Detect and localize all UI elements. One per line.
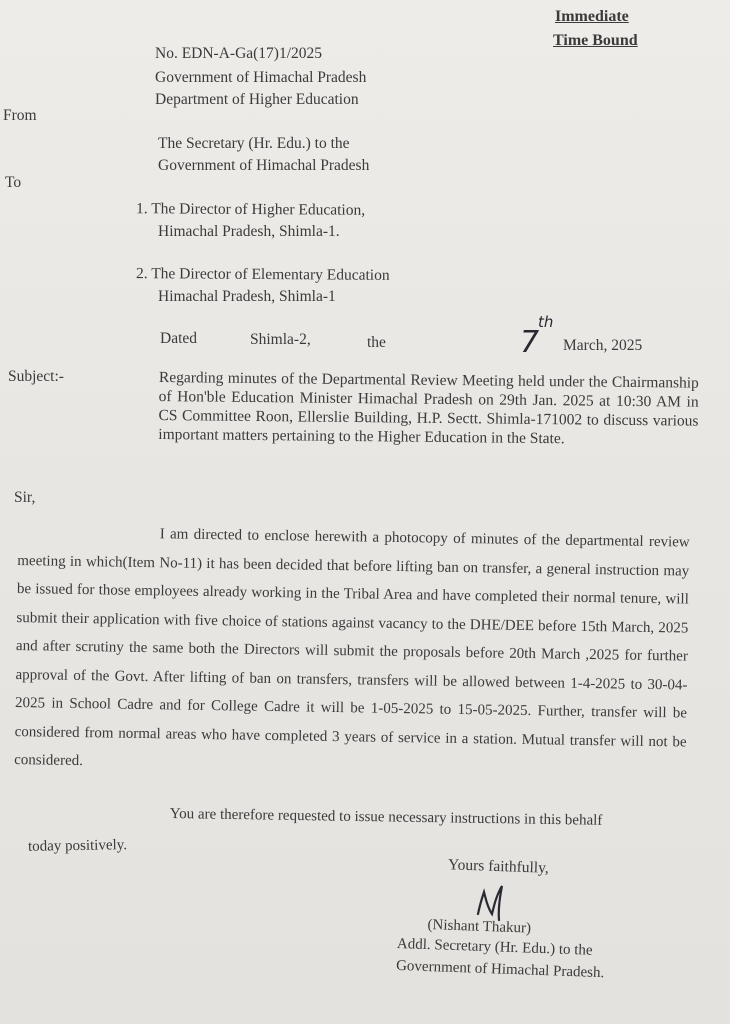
request-line: You are therefore requested to issue necessary instructions in this behalf (169, 806, 603, 829)
yours-faithfully: Yours faithfully, (447, 856, 550, 877)
addressee-1-line-2: Himachal Pradesh, Shimla-1. (158, 223, 340, 240)
from-line-1: The Secretary (Hr. Edu.) to the (158, 135, 350, 152)
addressee-2-line-2: Himachal Pradesh, Shimla-1 (158, 288, 336, 305)
immediate-label: Immediate (555, 8, 629, 25)
addressee-2-line-1: 2. The Director of Elementary Education (135, 265, 390, 284)
from-line-2: Government of Himachal Pradesh (158, 157, 370, 174)
date-suffix: th (538, 313, 554, 331)
department-name: Department of Higher Education (155, 91, 359, 108)
government-name: Government of Himachal Pradesh (155, 69, 367, 86)
body-paragraph (14, 518, 690, 785)
time-bound-label: Time Bound (553, 32, 638, 49)
signatory-designation-1: Addl. Secretary (Hr. Edu.) to the (396, 935, 593, 959)
from-label: From (3, 107, 37, 124)
dated-label: Dated (160, 330, 198, 347)
signatory-designation-2: Government of Himachal Pradesh. (395, 957, 605, 982)
letter-number: No. EDN-A-Ga(17)1/2025 (155, 45, 323, 62)
subject-text: Regarding minutes of the Departmental Review Meeting held under the Chairmanship of Hon'ble Education Minister Himachal Pradesh on 29th Jan. 2025 at 10:30 AM in CS Committee Roon, Ellerslie Building, H.P. Sectt. Shimla-171002 to discuss various important matters pertaining to the Higher Education in the State. (158, 368, 699, 448)
request-line-2: today positively. (27, 837, 128, 855)
signatory-name: (Nishant Thakur) (427, 917, 532, 937)
subject-label: Subject:- (8, 368, 64, 385)
to-label: To (5, 174, 22, 191)
salutation: Sir, (14, 489, 36, 506)
dated-month-year: March, 2025 (563, 337, 643, 354)
dated-the: the (367, 334, 386, 351)
body-indent (18, 536, 160, 538)
body-text: I am directed to enclose herewith a photocopy of minutes of the departmental review meeting in which(Item No-11) it has been decided that before lifting ban on transfer, a general instruction may be issued for those employees already working in the Tribal Area and have completed their normal tenure, will submit their application with five choice of stations against vacancy to the DHE/DEE before 15th March, 2025 and after scrutiny the same both the Directors will submit the proposals before 20th March ,2025 for further approval of the Govt. After lifting of ban on transfers, transfers will be allowed between 1-4-2025 to 30-04-2025 in School Cadre and for College Cadre it will be 1-05-2025 to 15-05-2025. Further, transfer will be considered from normal areas who have completed 3 years of service in a station. Mutual transfer will not be considered. (14, 526, 690, 770)
dated-place: Shimla-2, (250, 331, 311, 348)
addressee-1-line-1: 1. The Director of Higher Education, (135, 200, 366, 219)
signature-block (396, 855, 608, 982)
date-day: 7 (520, 325, 540, 360)
